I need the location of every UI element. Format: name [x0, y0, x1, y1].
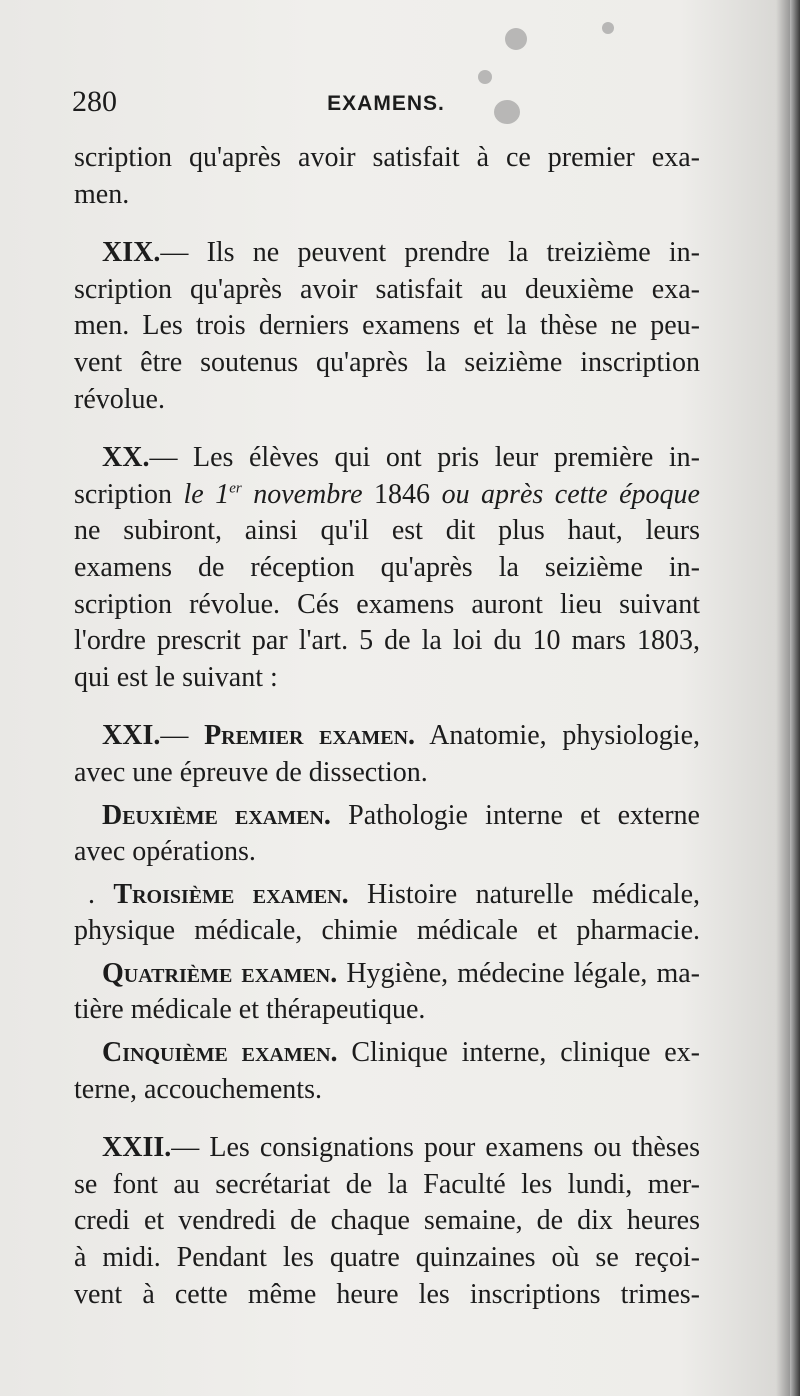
exam-4	[74, 956, 700, 1029]
text-line	[74, 956, 700, 993]
superscript: er	[229, 480, 242, 497]
article-number: XX.	[102, 442, 150, 474]
text-run: scription	[74, 478, 184, 510]
body-text	[74, 140, 700, 1313]
text-line: tière médicale et thérapeutique.	[74, 994, 426, 1026]
page-number: 280	[72, 85, 117, 118]
text-line	[74, 1035, 700, 1072]
text-line	[74, 798, 700, 835]
exam-5	[74, 1035, 700, 1108]
article-number: XXII.	[102, 1132, 172, 1164]
text-line	[74, 440, 700, 477]
exam-3	[74, 877, 700, 950]
paragraph-continuation	[74, 140, 700, 213]
article-xxii	[74, 1130, 700, 1313]
exam-heading: Premier examen.	[204, 720, 416, 752]
text-run-italic: ou après cette époque	[441, 478, 700, 510]
text-line	[74, 718, 700, 755]
text-line: avec une épreuve de dissection.	[74, 756, 428, 788]
text-run: 1846	[362, 478, 442, 510]
article-xxi	[74, 718, 700, 791]
exam-2	[74, 798, 700, 871]
text-line: vent être soutenus qu'après la seizième inscription	[74, 346, 700, 378]
ink-stain	[602, 22, 614, 34]
text-run: Histoire naturelle médicale,	[348, 878, 701, 910]
exam-heading: Troisième examen.	[113, 878, 349, 910]
text-line: men. Les trois derniers examens et la thèse ne peu-	[74, 310, 700, 342]
text-run: — Ils ne peuvent prendre la treizième in-	[160, 237, 700, 269]
exam-heading: Deuxième examen.	[102, 799, 331, 831]
ink-stain	[505, 28, 527, 50]
text-line: avec opérations.	[74, 836, 256, 868]
page-header	[72, 82, 700, 122]
exam-heading: Cinquième examen.	[102, 1037, 338, 1069]
text-run: —	[160, 720, 205, 752]
text-run: Clinique interne, clinique ex-	[337, 1037, 700, 1069]
text-line: scription qu'après avoir satisfait au deuxième exa-	[74, 273, 700, 305]
text-line: qui est le suivant :	[74, 661, 278, 693]
text-line: se font au secrétariat de la Faculté les lundi, mer-	[74, 1168, 700, 1200]
text-run: Pathologie interne et externe	[330, 799, 700, 831]
text-line: scription qu'après avoir satisfait à ce premier exa-	[74, 142, 700, 173]
text-line: révolue.	[74, 383, 165, 415]
text-line: examens de réception qu'après la seizième in-	[74, 551, 700, 583]
text-line: ne subiront, ainsi qu'il est dit plus haut, leurs	[74, 515, 700, 547]
text-run: .	[88, 878, 114, 910]
text-line: credi et vendredi de chaque semaine, de dix heures	[74, 1205, 700, 1237]
text-line: men.	[74, 178, 130, 210]
text-line	[74, 877, 700, 914]
text-run: — Les élèves qui ont pris leur première in-	[149, 442, 700, 474]
text-run-italic: novembre	[241, 478, 363, 510]
text-line: terne, accouchements.	[74, 1073, 322, 1105]
running-head: EXAMENS.	[327, 92, 445, 115]
text-run: Anatomie, physiologie,	[415, 720, 701, 752]
text-line	[74, 477, 700, 514]
text-line: vent à cette même heure les inscriptions trimes-	[74, 1278, 700, 1310]
text-line: scription révolue. Cés examens auront lieu suivant	[74, 588, 700, 620]
text-line	[74, 1130, 700, 1167]
page-edge-shadow	[790, 0, 800, 1396]
article-number: XIX.	[102, 237, 161, 269]
text-line: à midi. Pendant les quatre quinzaines où se reçoi-	[74, 1242, 700, 1274]
text-run: — Les consignations pour examens ou thèses	[171, 1132, 700, 1164]
text-line: physique médicale, chimie médicale et pharmacie.	[74, 915, 700, 947]
text-run-italic: le 1	[183, 478, 230, 510]
text-line: l'ordre prescrit par l'art. 5 de la loi du 10 mars 1803,	[74, 625, 700, 657]
article-xx	[74, 440, 700, 696]
text-line	[74, 235, 700, 272]
text-run: Hygiène, médecine légale, ma-	[337, 957, 701, 989]
article-number: XXI.	[102, 720, 161, 752]
exam-heading: Quatrième examen.	[102, 957, 338, 989]
article-xix	[74, 235, 700, 418]
